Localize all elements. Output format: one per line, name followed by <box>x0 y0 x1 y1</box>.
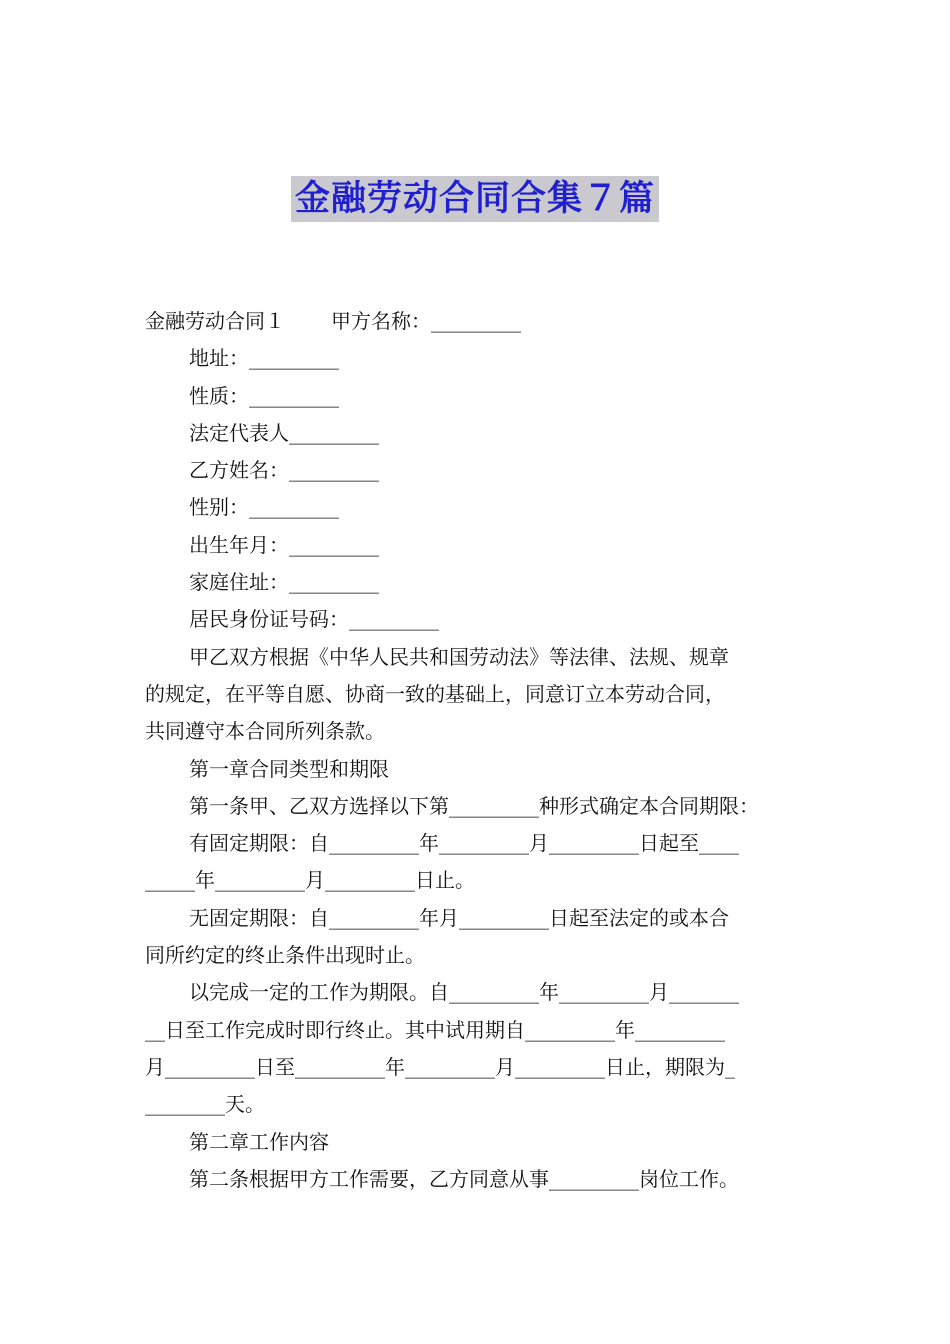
text-line-9: 居民身份证号码：_________ <box>189 607 439 632</box>
document-body <box>145 303 810 1198</box>
text-line-2: 地址：_________ <box>189 346 339 371</box>
chapter-heading-1: 第一章合同类型和期限 <box>189 756 389 781</box>
text-line-19: 以完成一定的工作为期限。自_________年_________月_______ <box>189 980 739 1005</box>
text-line-24: 第二条根据甲方工作需要，乙方同意从事_________岗位工作。 <box>189 1166 739 1191</box>
text-line-6: 性别：_________ <box>189 495 339 520</box>
text-line-10: 甲乙双方根据《中华人民共和国劳动法》等法律、法规、规章 <box>189 644 729 669</box>
text-line-1 <box>145 303 810 340</box>
title-container <box>0 176 950 222</box>
text-line-11: 的规定，在平等自愿、协商一致的基础上，同意订立本劳动合同， <box>145 681 725 706</box>
document-title: 金融劳动合同合集７篇 <box>291 176 659 222</box>
text-line-3: 性质：_________ <box>189 383 339 408</box>
text-line-7: 出生年月：_________ <box>189 532 379 557</box>
text-line-22: ________天。 <box>145 1092 265 1117</box>
text-line-14: 第一条甲、乙双方选择以下第_________种形式确定本合同期限： <box>189 793 759 818</box>
text-line-15: 有固定期限：自_________年_________月_________日起至____ <box>189 831 739 856</box>
text-line-18: 同所约定的终止条件出现时止。 <box>145 943 425 968</box>
text-line-12: 共同遵守本合同所列条款。 <box>145 719 385 744</box>
text-line-20: __日至工作完成时即行终止。其中试用期自_________年_________ <box>145 1017 725 1042</box>
contract-heading: 金融劳动合同１ <box>145 309 285 333</box>
text-line-5: 乙方姓名：_________ <box>189 458 379 483</box>
text-line-21: 月_________日至_________年_________月_________日止，期限为_ <box>145 1054 735 1079</box>
chapter-heading-2: 第二章工作内容 <box>189 1129 329 1154</box>
party-a-name-field: 甲方名称：_________ <box>331 309 521 333</box>
text-line-8: 家庭住址：_________ <box>189 570 379 595</box>
text-line-17: 无固定期限：自_________年月_________日起至法定的或本合 <box>189 905 729 930</box>
text-line-16: _____年_________月_________日止。 <box>145 868 475 893</box>
text-line-4: 法定代表人_________ <box>189 420 379 445</box>
